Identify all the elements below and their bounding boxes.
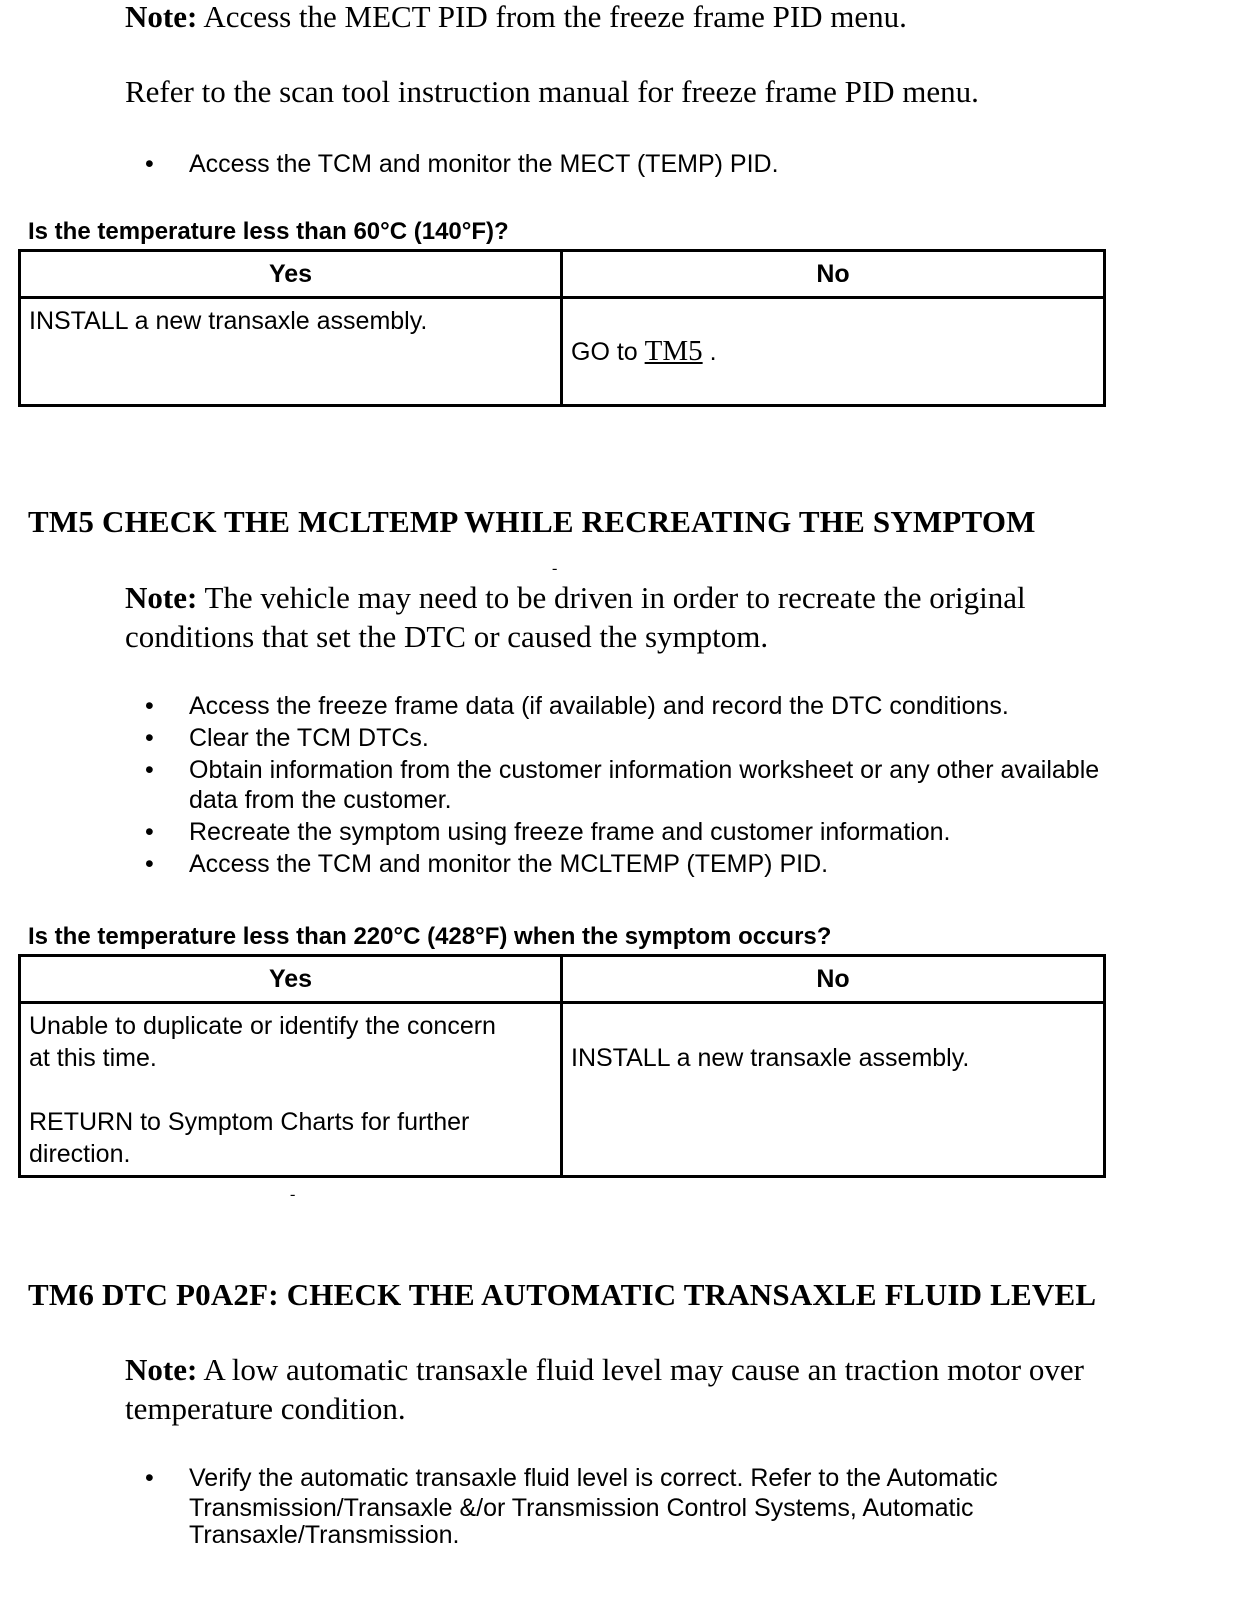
note-label: Note: bbox=[125, 0, 198, 34]
dash-mark: - bbox=[290, 1186, 296, 1203]
bullet-icon: • bbox=[145, 1464, 154, 1492]
yes-header: Yes bbox=[20, 956, 562, 1003]
no-header: No bbox=[562, 956, 1105, 1003]
no-header: No bbox=[562, 251, 1105, 298]
tm5-link[interactable]: TM5 bbox=[644, 335, 703, 367]
list-item: • Access the TCM and monitor the MCLTEMP (TEMP) PID. bbox=[145, 850, 829, 878]
tm6-note: Note: A low automatic transaxle fluid level may cause an traction motor over temperature condition. bbox=[125, 1352, 1084, 1426]
list-item-continuation: data from the customer. bbox=[189, 786, 452, 814]
bullet-icon: • bbox=[145, 692, 154, 720]
yes-cell: INSTALL a new transaxle assembly. bbox=[20, 298, 562, 406]
list-item: • Verify the automatic transaxle fluid level is correct. Refer to the Automatic bbox=[145, 1464, 998, 1492]
yes-header: Yes bbox=[20, 251, 562, 298]
list-item-continuation: Transaxle/Transmission. bbox=[189, 1521, 460, 1549]
decision-table-tm4 bbox=[18, 249, 1106, 407]
note-label: Note: bbox=[125, 580, 198, 615]
no-cell: GO to TM5 . bbox=[562, 298, 1105, 406]
dash-mark: - bbox=[552, 560, 558, 577]
list-item: • Access the freeze frame data (if available) and record the DTC conditions. bbox=[145, 692, 1009, 720]
decision-table-tm5 bbox=[18, 954, 1106, 1178]
note-mect bbox=[125, 0, 907, 36]
note-text: Access the MECT PID from the freeze frame PID menu. bbox=[197, 0, 907, 34]
no-cell: INSTALL a new transaxle assembly. bbox=[562, 1003, 1105, 1177]
note-label: Note: bbox=[125, 1352, 198, 1387]
bullet-icon: • bbox=[145, 724, 154, 752]
bullet-icon: • bbox=[145, 150, 154, 178]
refer-scan-tool-text: Refer to the scan tool instruction manual for freeze frame PID menu. bbox=[125, 74, 979, 109]
tm5-note: Note: The vehicle may need to be driven in order to recreate the original conditions that set the DTC or caused the symptom. bbox=[125, 580, 1026, 654]
tm5-heading: TM5 CHECK THE MCLTEMP WHILE RECREATING THE SYMPTOM bbox=[28, 504, 1036, 539]
yes-cell: Unable to duplicate or identify the concern at this time. RETURN to Symptom Charts for further direction. bbox=[20, 1003, 562, 1177]
list-item: • Access the TCM and monitor the MECT (TEMP) PID. bbox=[145, 150, 779, 178]
block1-bullet-list bbox=[145, 148, 779, 180]
list-item: • Clear the TCM DTCs. bbox=[145, 724, 429, 752]
bullet-icon: • bbox=[145, 818, 154, 846]
tm6-heading: TM6 DTC P0A2F: CHECK THE AUTOMATIC TRANSAXLE FLUID LEVEL bbox=[28, 1277, 1097, 1312]
list-item: • Obtain information from the customer information worksheet or any other available bbox=[145, 756, 1100, 784]
tm5-bullet-list bbox=[145, 690, 1100, 880]
question-temp-220: Is the temperature less than 220°C (428°F) when the symptom occurs? bbox=[28, 923, 832, 950]
bullet-icon: • bbox=[145, 850, 154, 878]
list-item: • Recreate the symptom using freeze frame and customer information. bbox=[145, 818, 951, 846]
list-item-continuation: Transmission/Transaxle &/or Transmission Control Systems, Automatic bbox=[189, 1494, 974, 1522]
question-temp-60: Is the temperature less than 60°C (140°F)? bbox=[28, 218, 509, 245]
tm6-bullet-list bbox=[145, 1462, 998, 1549]
bullet-icon: • bbox=[145, 756, 154, 784]
